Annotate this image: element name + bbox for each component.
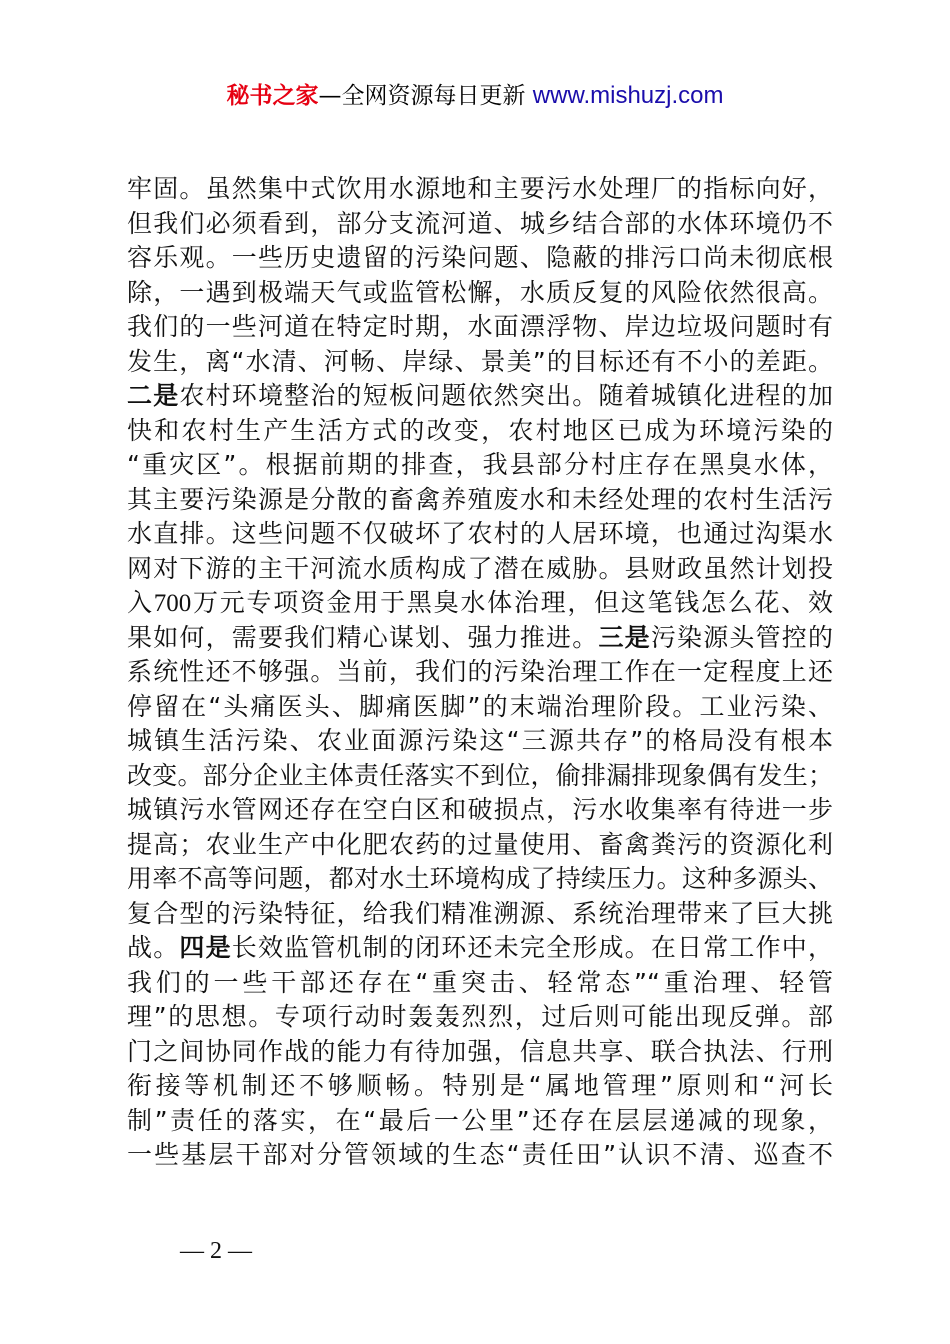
body-line: 容乐观。一些历史遗留的污染问题、隐蔽的排污口尚未彻底根 — [127, 243, 833, 272]
body-line: 用率不高等问题，都对水土环境构成了持续压力。这种多源头、 — [127, 864, 833, 893]
body-line: 城镇生活污染、农业面源污染这“三源共存”的格局没有根本 — [127, 726, 833, 755]
point-three-label: 三是 — [598, 622, 651, 652]
body-line: 网对下游的主干河流水质构成了潜在威胁。县财政虽然计划投 — [127, 553, 833, 583]
body-line — [127, 931, 833, 966]
body-line: 理”的思想。专项行动时轰轰烈烈，过后则可能出现反弹。部 — [127, 1002, 833, 1031]
page-number: — 2 — — [180, 1238, 252, 1264]
body-line-text: 污染源头管控的 — [650, 622, 833, 652]
site-brand: 秘书之家 — [226, 83, 319, 109]
body-line: 其主要污染源是分散的畜禽养殖废水和未经处理的农村生活污 — [127, 484, 833, 514]
site-header — [0, 80, 950, 112]
body-line: 快和农村生产生活方式的改变，农村地区已成为环境污染的 — [127, 415, 833, 445]
body-line: 一些基层干部对分管领域的生态“责任田”认识不清、巡查不 — [127, 1140, 833, 1169]
body-line: 衔接等机制还不够顺畅。特别是“属地管理”原则和“河长 — [127, 1071, 833, 1100]
site-slogan: —全网资源每日更新 — [318, 83, 533, 109]
body-line: 水直排。这些问题不仅破坏了农村的人居环境，也通过沟渠水 — [127, 519, 833, 548]
funding-amount: 700 — [153, 590, 192, 617]
body-line: 发生，离“水清、河畅、岸绿、景美”的目标还有不小的差距。 — [127, 346, 833, 376]
body-line: “重灾区”。根据前期的排查，我县部分村庄存在黑臭水体， — [127, 450, 833, 479]
body-line-text: 果如何，需要我们精心谋划、强力推进。 — [127, 622, 599, 652]
point-four-label: 四是 — [179, 933, 232, 962]
body-line: 改变。部分企业主体责任落实不到位，偷排漏排现象偶有发生； — [127, 760, 833, 790]
body-line: 停留在“头痛医头、脚痛医脚”的末端治理阶段。工业污染、 — [127, 691, 833, 721]
body-line — [127, 379, 833, 414]
point-two-label: 二是 — [127, 381, 180, 410]
body-line: 但我们必须看到，部分支流河道、城乡结合部的水体环境仍不 — [127, 208, 833, 238]
body-line: 我们的一些干部还存在“重突击、轻常态”“重治理、轻管 — [127, 967, 833, 997]
body-line — [127, 621, 833, 656]
site-url-link[interactable]: www.mishuzj.com — [532, 82, 724, 109]
body-line: 城镇污水管网还存在空白区和破损点，污水收集率有待进一步 — [127, 795, 833, 824]
body-line-text: 农村环境整治的短板问题依然突出。随着城镇化进程的加 — [179, 381, 833, 410]
document-body — [127, 172, 833, 1173]
body-line: 复合型的污染特征，给我们精准溯源、系统治理带来了巨大挑 — [127, 898, 833, 928]
body-line-text: 入 — [127, 588, 154, 617]
body-line — [127, 586, 833, 621]
body-line: 提高；农业生产中化肥农药的过量使用、畜禽粪污的资源化利 — [127, 829, 833, 859]
body-line-text: 长效监管机制的闭环还未完全形成。在日常工作中， — [231, 933, 833, 962]
body-line-text: 战。 — [127, 933, 180, 962]
body-line: 系统性还不够强。当前，我们的污染治理工作在一定程度上还 — [127, 657, 833, 686]
body-line: 制”责任的落实，在“最后一公里”还存在层层递减的现象， — [127, 1105, 833, 1135]
body-line: 我们的一些河道在特定时期，水面漂浮物、岸边垃圾问题时有 — [127, 312, 833, 341]
body-line-text: 万元专项资金用于黑臭水体治理，但这笔钱怎么花、效 — [191, 588, 833, 617]
body-line: 除，一遇到极端天气或监管松懈，水质反复的风险依然很高。 — [127, 277, 833, 307]
body-line: 门之间协同作战的能力有待加强，信息共享、联合执法、行刑 — [127, 1036, 833, 1066]
body-line: 牢固。虽然集中式饮用水源地和主要污水处理厂的指标向好， — [127, 174, 833, 203]
